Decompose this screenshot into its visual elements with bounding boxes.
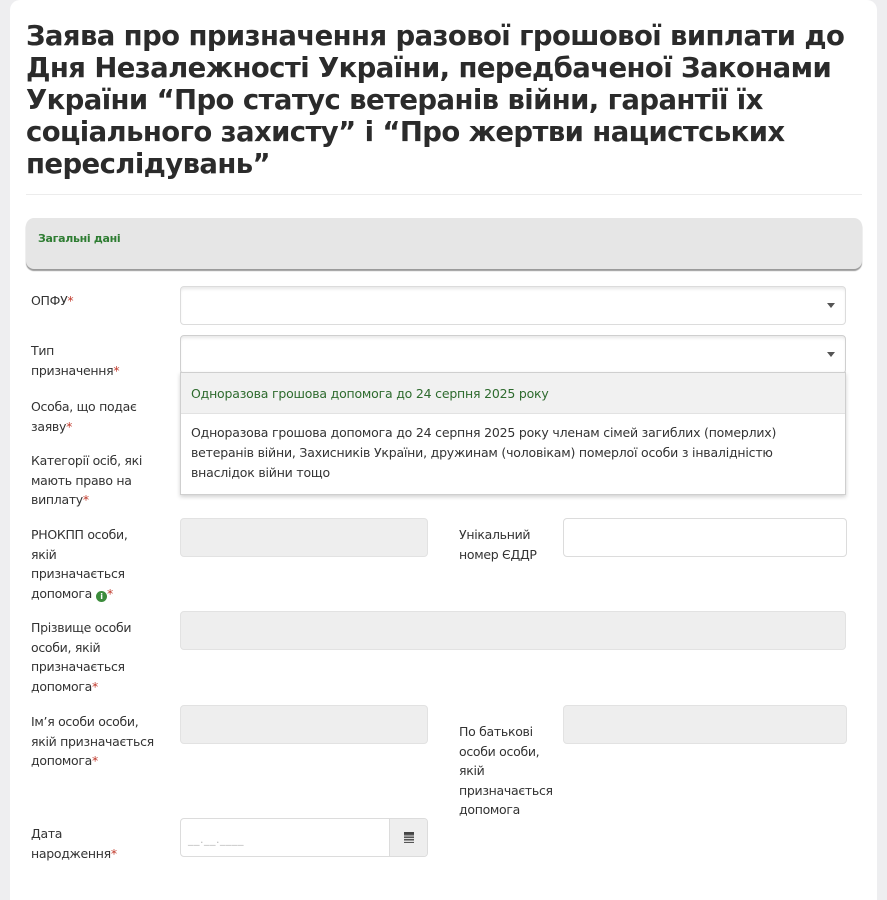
type-label: Тип призначення*: [31, 343, 120, 378]
rnokpp-input[interactable]: [180, 518, 428, 557]
type-select[interactable]: [180, 335, 846, 374]
birth-date-input[interactable]: [180, 818, 428, 857]
chevron-down-icon: [827, 303, 835, 308]
opfu-label: ОПФУ*: [31, 293, 74, 308]
first-name-input[interactable]: [180, 705, 428, 744]
date-picker-button[interactable]: [389, 819, 427, 856]
date-placeholder: __.__.____: [188, 833, 244, 846]
applicant-label: Особа, що подає заяву*: [31, 399, 137, 434]
required-mark: *: [92, 678, 98, 694]
title-divider: [26, 194, 862, 195]
eddr-label: Унікальний номер ЄДДР: [459, 527, 537, 562]
patronymic-input[interactable]: [563, 705, 847, 744]
patronymic-label: По батькові особи особи, якій призначається допомога: [459, 724, 553, 817]
required-mark: *: [82, 492, 89, 507]
required-mark: *: [110, 845, 117, 861]
section-title: Загальні дані: [38, 232, 121, 245]
info-icon[interactable]: i: [96, 591, 107, 602]
eddr-input[interactable]: [563, 518, 847, 557]
opfu-select[interactable]: [180, 286, 846, 325]
required-mark: *: [107, 585, 113, 601]
required-mark: *: [67, 293, 74, 308]
birth-date-label: Дата народження*: [31, 826, 117, 861]
rnokpp-label: РНОКПП особи, якій призначається допомога i *: [31, 527, 128, 601]
section-header-general[interactable]: [26, 218, 862, 269]
dropdown-option[interactable]: Одноразова грошова допомога до 24 серпня 2025 року членам сімей загиблих (померлих) ветеранів війни, Захисників України, дружинам (чоловікам) померлої особи з інвалідністю внаслідок війни тощо: [191, 425, 777, 480]
page-title: Заява про призначення разової грошової виплати до Дня Незалежності України, передбаченої Законами України “Про статус ветеранів війни, гарантії їх соціального захисту” і “Про жертви нацистських переслідувань”: [26, 20, 845, 180]
surname-input[interactable]: [180, 611, 846, 650]
chevron-down-icon: [827, 352, 835, 357]
surname-label: Прізвище особи особи, якій призначається допомога*: [31, 620, 132, 694]
categories-label: Категорії осіб, які мають право на виплату*: [31, 453, 143, 507]
required-mark: *: [66, 418, 73, 434]
required-mark: *: [92, 753, 98, 768]
calendar-icon: [404, 832, 414, 843]
dropdown-option[interactable]: Одноразова грошова допомога до 24 серпня 2025 року: [181, 373, 845, 414]
required-mark: *: [113, 362, 120, 378]
type-dropdown-list: [180, 372, 846, 495]
first-name-label: Ім’я особи особи, якій призначається допомога*: [31, 714, 154, 768]
